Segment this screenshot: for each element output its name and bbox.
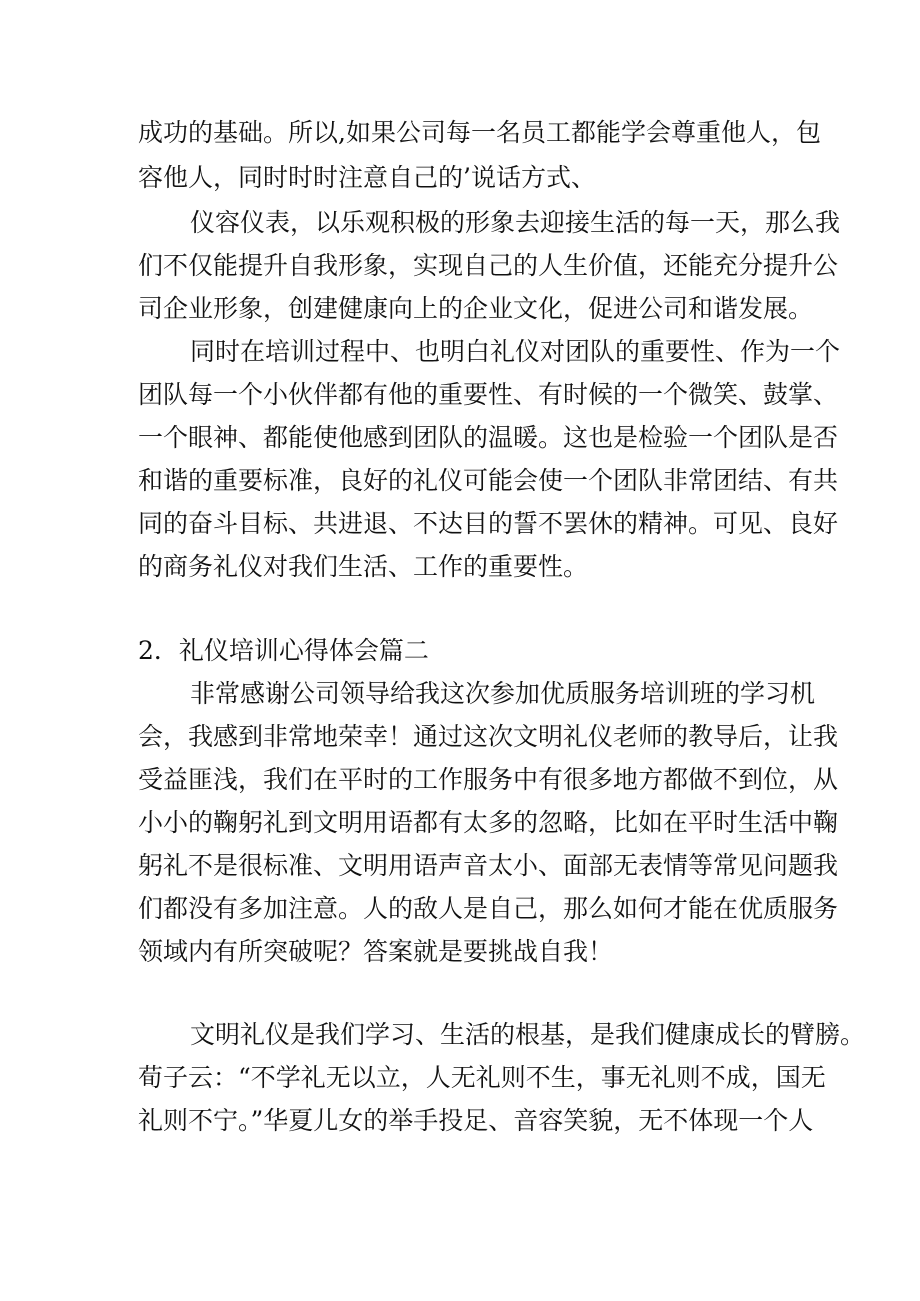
paragraph-1-line-2: 容他人，同时时时注意自己的’说话方式、 bbox=[138, 163, 596, 192]
paragraph-4-line-7: 领域内有所突破呢？答案就是要挑战自我！ bbox=[138, 937, 614, 966]
paragraph-3-line-2: 团队每一个小伙伴都有他的重要性、有时候的一个微笑、鼓掌、 bbox=[138, 380, 839, 409]
paragraph-5-line-3: 礼则不宁。”华夏儿女的举手投足、音容笑貌，无不体现一个人 bbox=[138, 1106, 814, 1135]
paragraph-3-line-6: 的商务礼仪对我们生活、工作的重要性。 bbox=[138, 552, 589, 581]
paragraph-2-line-3: 司企业形象，创建健康向上的企业文化，促进公司和谐发展。 bbox=[138, 294, 814, 323]
paragraph-3-line-4: 和谐的重要标准，良好的礼仪可能会使一个团队非常团结、有共 bbox=[138, 466, 839, 495]
paragraph-5-line-1: 文明礼仪是我们学习、生活的根基，是我们健康成长的臂膀。 bbox=[190, 1020, 866, 1049]
paragraph-2-line-2: 们不仅能提升自我形象，实现自己的人生价值，还能充分提升公 bbox=[138, 251, 839, 280]
paragraph-4-line-3: 受益匪浅，我们在平时的工作服务中有很多地方都做不到位，从 bbox=[138, 765, 839, 794]
paragraph-1-line-1: 成功的基础。所以,如果公司每一名员工都能学会尊重他人，包 bbox=[138, 118, 821, 147]
paragraph-3-line-3: 一个眼神、都能使他感到团队的温暖。这也是检验一个团队是否 bbox=[138, 423, 839, 452]
paragraph-3-line-1: 同时在培训过程中、也明白礼仪对团队的重要性、作为一个 bbox=[190, 337, 841, 366]
paragraph-5-line-2: 荀子云：“不学礼无以立，人无礼则不生，事无礼则不成，国无 bbox=[138, 1063, 826, 1092]
paragraph-3-line-5: 同的奋斗目标、共进退、不达目的誓不罢休的精神。可见、良好 bbox=[138, 509, 839, 538]
paragraph-4-line-5: 躬礼不是很标准、文明用语声音太小、面部无表情等常见问题我 bbox=[138, 851, 839, 880]
paragraph-4-line-1: 非常感谢公司领导给我这次参加优质服务培训班的学习机 bbox=[190, 679, 816, 708]
section-heading: 2．礼仪培训心得体会篇二 bbox=[138, 636, 429, 665]
paragraph-4-line-6: 们都没有多加注意。人的敌人是自己，那么如何才能在优质服务 bbox=[138, 894, 839, 923]
paragraph-4-line-2: 会，我感到非常地荣幸！通过这次文明礼仪老师的教导后，让我 bbox=[138, 722, 839, 751]
paragraph-4-line-4: 小小的鞠躬礼到文明用语都有太多的忽略，比如在平时生活中鞠 bbox=[138, 808, 839, 837]
paragraph-2-line-1: 仪容仪表，以乐观积极的形象去迎接生活的每一天，那么我 bbox=[190, 208, 841, 237]
